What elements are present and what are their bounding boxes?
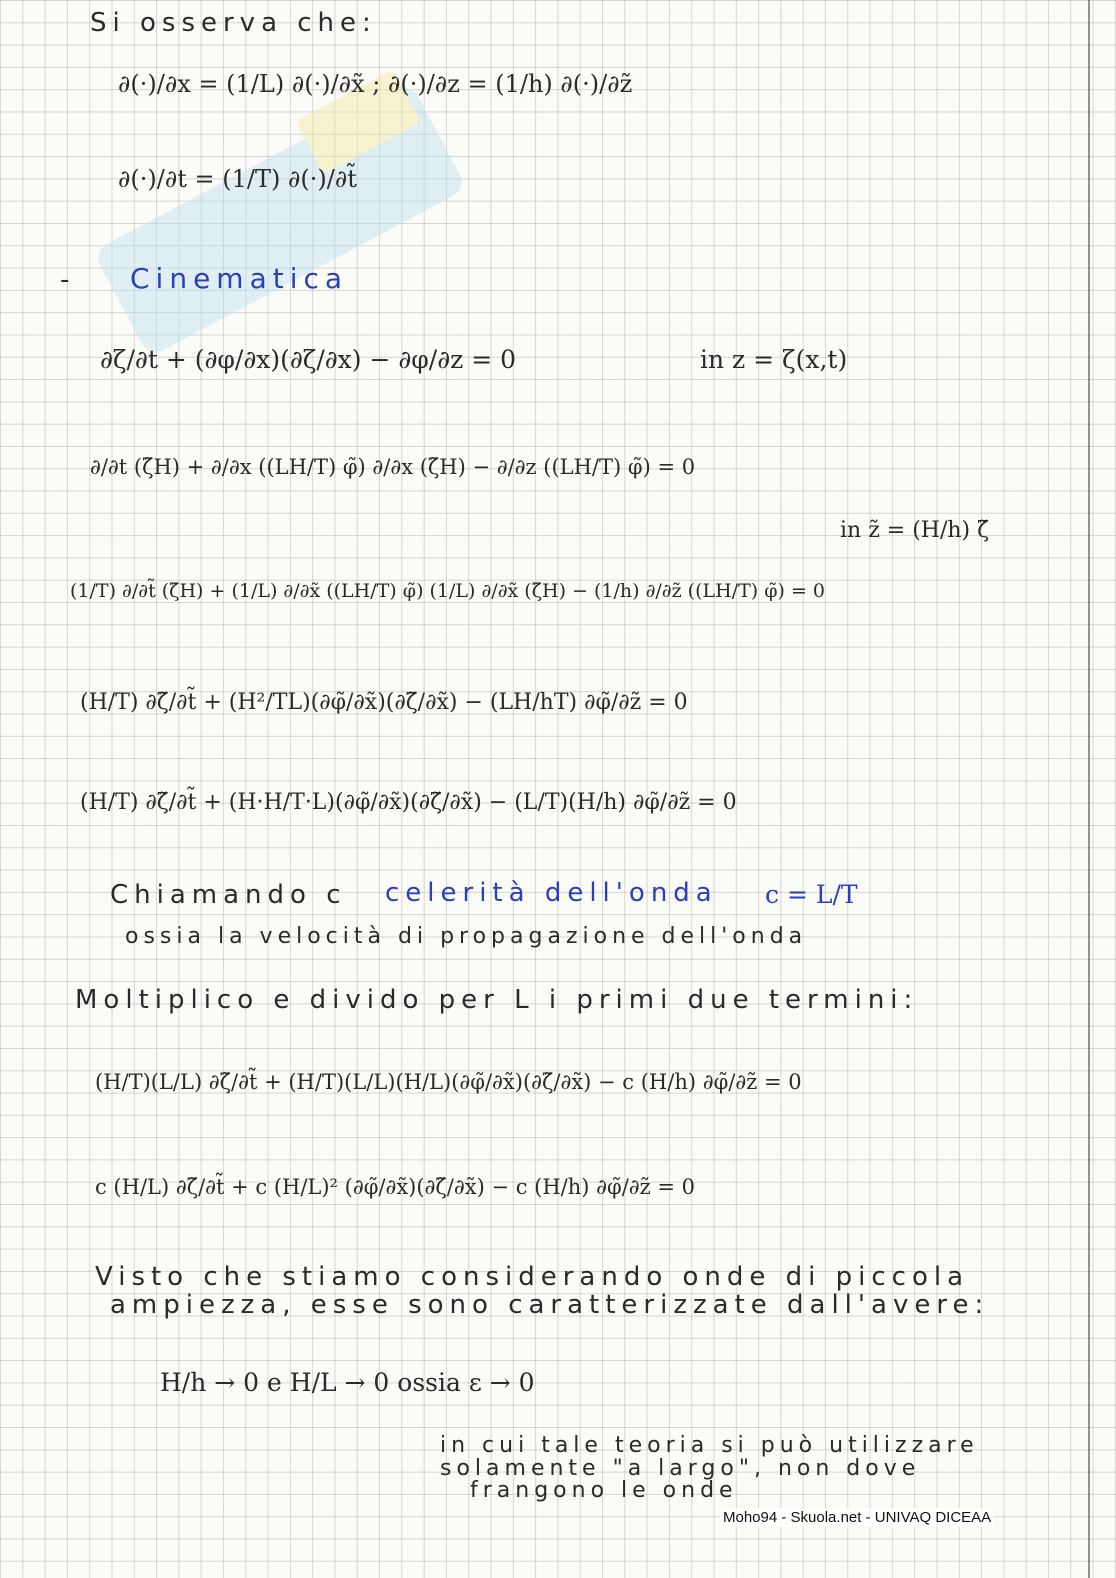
intro-text: Si osserva che: <box>90 8 377 38</box>
note-line-b: solamente "a largo", non dove <box>440 1456 921 1481</box>
multiply-text: Moltiplico e divido per L i primi due termini: <box>75 985 919 1015</box>
equation-2: ∂/∂t (ζ̃H) + ∂/∂x ((LH/T) φ̃) ∂/∂x (ζ̃H) − ∂/∂z ((LH/T) φ̃) = 0 <box>90 455 696 479</box>
celerity-text-c: ossia la velocità di propagazione dell'onda <box>125 924 808 949</box>
celerity-formula: c = L/T <box>765 880 858 909</box>
section-dash: - <box>60 265 76 295</box>
equation-1: ∂ζ/∂t + (∂φ/∂x)(∂ζ/∂x) − ∂φ/∂z = 0 <box>100 345 517 374</box>
conclusion-text-b: ampiezza, esse sono caratterizzate dall'avere: <box>110 1290 990 1320</box>
section-title: Cinematica <box>130 262 349 295</box>
celerity-text-b: celerità dell'onda <box>385 878 718 908</box>
equation-3: (1/T) ∂/∂t̃ (ζ̃H) + (1/L) ∂/∂x̃ ((LH/T) φ̃) (1/L) ∂/∂x̃ (ζ̃H) − (1/h) ∂/∂z̃ ((LH/T) φ̃) = 0 <box>70 580 826 602</box>
equation-7: c (H/L) ∂ζ̃/∂t̃ + c (H/L)² (∂φ̃/∂x̃)(∂ζ̃/∂x̃) − c (H/h) ∂φ̃/∂z̃ = 0 <box>95 1175 695 1199</box>
celerity-text-a: Chiamando c <box>110 880 347 910</box>
equation-5: (H/T) ∂ζ̃/∂t̃ + (H·H/T·L)(∂φ̃/∂x̃)(∂ζ̃/∂x̃) − (L/T)(H/h) ∂φ̃/∂z̃ = 0 <box>80 790 737 815</box>
equation-6: (H/T)(L/L) ∂ζ̃/∂t̃ + (H/T)(L/L)(H/L)(∂φ̃/∂x̃)(∂ζ̃/∂x̃) − c (H/h) ∂φ̃/∂z̃ = 0 <box>95 1070 802 1094</box>
conclusion-text-a: Visto che stiamo considerando onde di piccola <box>95 1262 970 1292</box>
equation-1-condition: in z = ζ(x,t) <box>700 345 848 374</box>
footer-watermark-text: Moho94 - Skuola.net - UNIVAQ DICEAA <box>720 1508 994 1527</box>
equation-4: (H/T) ∂ζ̃/∂t̃ + (H²/TL)(∂φ̃/∂x̃)(∂ζ̃/∂x̃) − (LH/hT) ∂φ̃/∂z̃ = 0 <box>80 690 688 715</box>
equation-2-condition: in z̃ = (H/h) ζ̃ <box>840 518 990 543</box>
scaling-line-2: ∂(·)/∂t = (1/T) ∂(·)/∂t̃ <box>118 165 357 193</box>
limit-expression: H/h → 0 e H/L → 0 ossia ε → 0 <box>160 1368 535 1397</box>
scaling-line-1: ∂(·)/∂x = (1/L) ∂(·)/∂x̃ ; ∂(·)/∂z = (1/h) ∂(·)/∂z̃ <box>118 70 633 98</box>
notebook-margin-line <box>1088 0 1090 1578</box>
note-line-a: in cui tale teoria si può utilizzare <box>440 1433 979 1458</box>
note-line-c: frangono le onde <box>470 1478 738 1503</box>
